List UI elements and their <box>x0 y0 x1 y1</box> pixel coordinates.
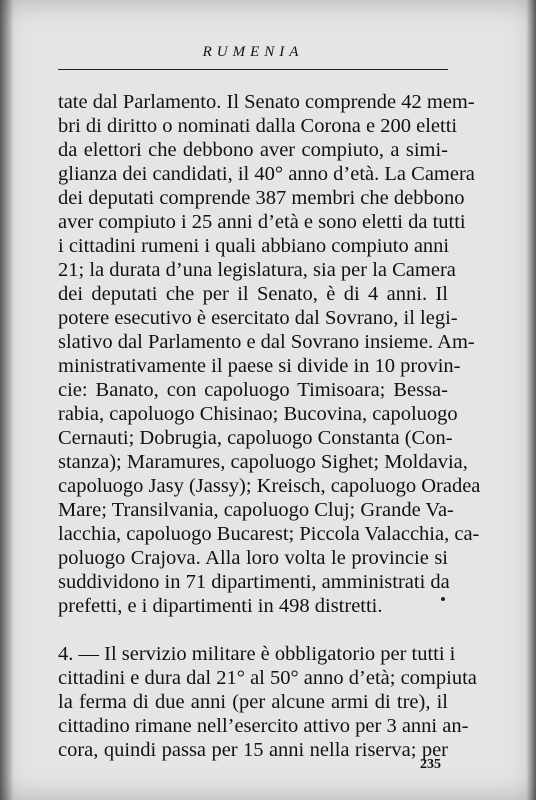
text-line: potere esecutivo è esercitato dal Sovrano, il legi- <box>58 307 458 329</box>
text-line: Cernauti; Dobrugia, capoluogo Constanta (Con- <box>58 427 453 449</box>
paragraph-2 <box>58 642 477 762</box>
text-line: cittadini e dura dal 21° al 50° anno d’età; compiuta <box>58 667 477 689</box>
text-line: da elettori che debbono aver compiuto, a simi- <box>58 139 448 161</box>
text-line: 21; la durata d’una legislatura, sia per la Camera <box>58 259 456 281</box>
text-line: i cittadini rumeni i quali abbiano compiuto anni <box>58 235 450 257</box>
text-line: poluogo Crajova. Alla loro volta le provincie si <box>58 547 448 569</box>
text-line: dei deputati comprende 387 membri che debbono <box>58 187 465 209</box>
text-line: capoluogo Jasy (Jassy); Kreisch, capoluogo Oradea <box>58 475 481 497</box>
ink-speck <box>441 597 445 601</box>
running-title: RUMENIA <box>202 44 304 60</box>
paragraph-gap <box>58 618 448 642</box>
text-line: cora, quindi passa per 15 anni nella riserva; per <box>58 739 448 761</box>
page-edge-shadow-left <box>0 0 14 800</box>
page-number: 235 <box>420 757 441 772</box>
text-line: tate dal Parlamento. Il Senato comprende 42 mem- <box>58 91 475 113</box>
text-line: la ferma di due anni (per alcune armi di tre), il <box>58 691 448 713</box>
text-line: glianza dei candidati, il 40° anno d’età. La Camera <box>58 163 475 185</box>
text-line: cie: Banato, con capoluogo Timisoara; Bessa- <box>58 379 448 401</box>
text-line: suddividono in 71 dipartimenti, amministrati da <box>58 571 450 593</box>
text-line: dei deputati che per il Senato, è di 4 anni. Il <box>58 283 448 305</box>
text-line: bri di diritto o nominati dalla Corona e 200 eletti <box>58 115 458 137</box>
body-text <box>58 90 481 762</box>
text-line: cittadino rimane nell’esercito attivo per 3 anni an- <box>58 715 469 737</box>
text-line: ministrativamente il paese si divide in 10 provin- <box>58 355 461 377</box>
text-line: rabia, capoluogo Chisinao; Bucovina, capoluogo <box>58 403 458 425</box>
paragraph-1 <box>58 90 481 618</box>
text-line: Mare; Transilvania, capoluogo Cluj; Grande Va- <box>58 499 454 521</box>
page-edge-shadow-right <box>526 0 536 800</box>
text-line: lacchia, capoluogo Bucarest; Piccola Valacchia, ca- <box>58 523 480 545</box>
text-line: stanza); Maramures, capoluogo Sighet; Moldavia, <box>58 451 468 473</box>
header-rule <box>58 69 448 70</box>
text-line: slativo dal Parlamento e dal Sovrano insieme. Am- <box>58 331 475 353</box>
text-line: 4. — Il servizio militare è obbligatorio per tutti i <box>58 643 456 665</box>
text-line: prefetti, e i dipartimenti in 498 distretti. <box>58 595 383 617</box>
text-line: aver compiuto i 25 anni d’età e sono eletti da tutti <box>58 211 466 233</box>
